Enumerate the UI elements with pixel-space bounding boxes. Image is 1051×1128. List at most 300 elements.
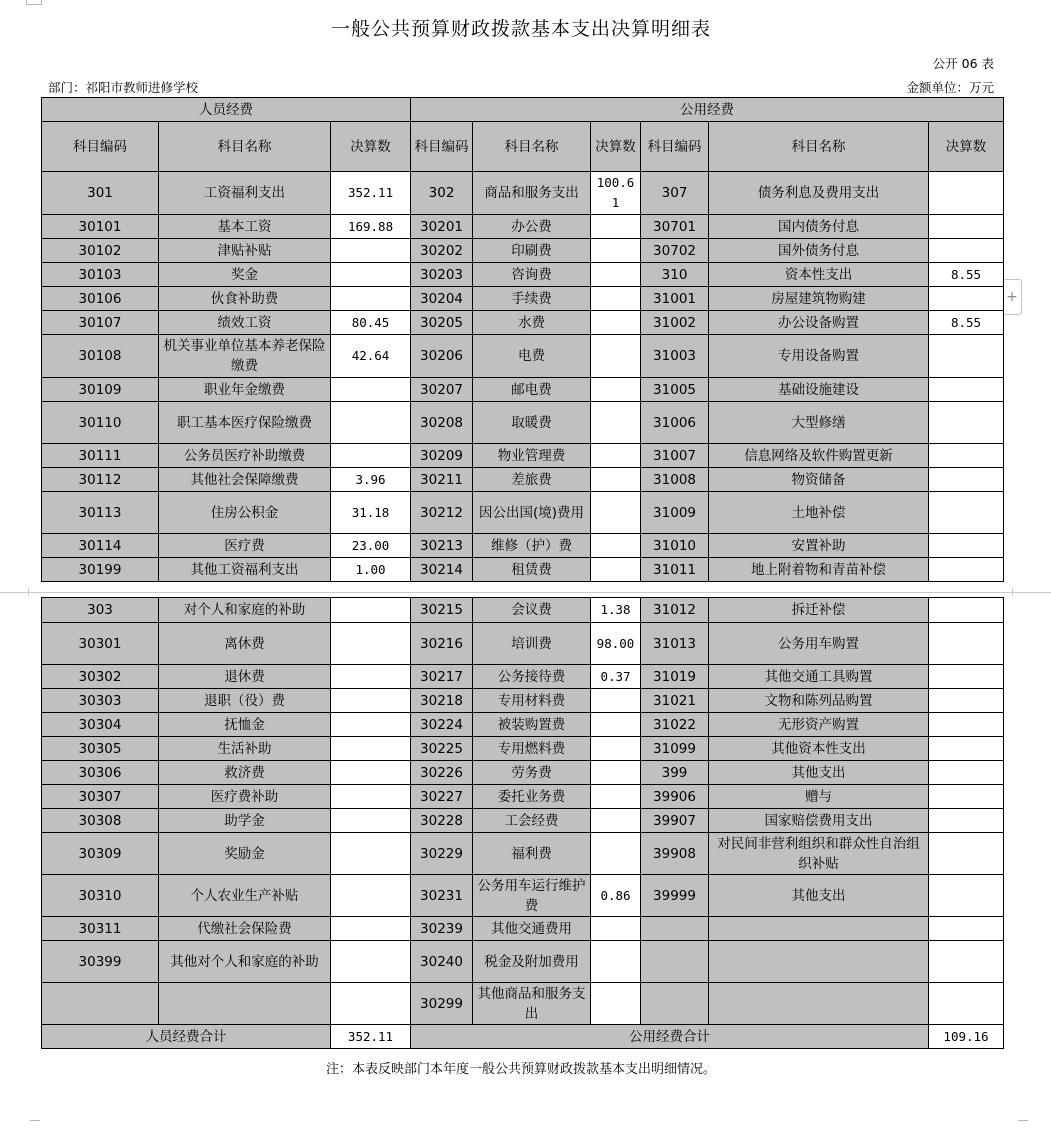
- personnel-total-label: 人员经费合计: [42, 1025, 331, 1049]
- cell-name: 印刷费: [473, 239, 591, 263]
- cell-code: 31010: [641, 534, 709, 558]
- cell-amount: [929, 917, 1004, 941]
- cell-amount: 0.37: [591, 665, 641, 689]
- cell-name: 电费: [473, 335, 591, 378]
- cell-name: 办公费: [473, 215, 591, 239]
- cell-amount: 80.45: [331, 311, 411, 335]
- cell-name: 赠与: [709, 785, 929, 809]
- cell-code: [641, 917, 709, 941]
- cell-amount: [331, 378, 411, 402]
- table-row: [42, 809, 1004, 833]
- cell-amount: [331, 623, 411, 665]
- cell-amount: [929, 761, 1004, 785]
- section-header-personnel: 人员经费: [42, 98, 411, 122]
- cell-name: 对民间非营利组织和群众性自治组织补贴: [709, 833, 929, 875]
- cell-code: 30201: [411, 215, 473, 239]
- cell-name: 伙食补助费: [159, 287, 331, 311]
- cell-amount: 1.38: [591, 598, 641, 623]
- cell-amount: [929, 402, 1004, 444]
- cell-amount: 352.11: [331, 172, 411, 215]
- table-row: [42, 983, 1004, 1025]
- cell-code: 30226: [411, 761, 473, 785]
- unit-label: 金额单位：万元: [906, 80, 994, 95]
- cell-amount: [591, 468, 641, 492]
- cell-code: 31022: [641, 713, 709, 737]
- cell-code: 30108: [42, 335, 159, 378]
- cell-name: 其他交通工具购置: [709, 665, 929, 689]
- cell-name: 津贴补贴: [159, 239, 331, 263]
- cell-amount: [591, 239, 641, 263]
- table-row: [42, 737, 1004, 761]
- table-row: [42, 713, 1004, 737]
- column-header-code: 科目编码: [641, 122, 709, 172]
- cell-amount: [331, 287, 411, 311]
- cell-code: 31021: [641, 689, 709, 713]
- cell-name: 其他社会保障缴费: [159, 468, 331, 492]
- cell-amount: [929, 665, 1004, 689]
- cell-name: 商品和服务支出: [473, 172, 591, 215]
- cell-code: 31006: [641, 402, 709, 444]
- cell-code: 30113: [42, 492, 159, 534]
- cell-amount: [591, 809, 641, 833]
- cell-code: 30303: [42, 689, 159, 713]
- cell-amount: [591, 311, 641, 335]
- cell-code: 30227: [411, 785, 473, 809]
- cell-code: [42, 983, 159, 1025]
- cell-name: 奖金: [159, 263, 331, 287]
- cell-code: 30110: [42, 402, 159, 444]
- cell-name: 安置补助: [709, 534, 929, 558]
- cell-code: 30302: [42, 665, 159, 689]
- cell-amount: [591, 378, 641, 402]
- cell-code: 301: [42, 172, 159, 215]
- cell-name: 债务利息及费用支出: [709, 172, 929, 215]
- cell-amount: [591, 492, 641, 534]
- cell-amount: [331, 239, 411, 263]
- cell-amount: [591, 737, 641, 761]
- public-total-value: 109.16: [929, 1025, 1004, 1049]
- column-header-name: 科目名称: [709, 122, 929, 172]
- cell-name: 差旅费: [473, 468, 591, 492]
- cell-name: 机关事业单位基本养老保险缴费: [159, 335, 331, 378]
- cell-code: 30299: [411, 983, 473, 1025]
- cell-name: 退职（役）费: [159, 689, 331, 713]
- cell-code: 30215: [411, 598, 473, 623]
- table-row: [42, 335, 1004, 378]
- cell-code: 30310: [42, 875, 159, 917]
- cell-amount: [591, 444, 641, 468]
- cell-code: 30102: [42, 239, 159, 263]
- cell-name: 资本性支出: [709, 263, 929, 287]
- cell-amount: [929, 468, 1004, 492]
- cell-name: 拆迁补偿: [709, 598, 929, 623]
- column-header-amount: 决算数: [929, 122, 1004, 172]
- cell-amount: [929, 598, 1004, 623]
- cell-name: 其他商品和服务支出: [473, 983, 591, 1025]
- cell-amount: [929, 534, 1004, 558]
- cell-name: 国外债务付息: [709, 239, 929, 263]
- cell-amount: [331, 785, 411, 809]
- cell-name: 公务员医疗补助缴费: [159, 444, 331, 468]
- cell-amount: [331, 833, 411, 875]
- cell-name: 公务用车运行维护费: [473, 875, 591, 917]
- cell-name: 被装购置费: [473, 713, 591, 737]
- cell-code: 31002: [641, 311, 709, 335]
- table-row: [42, 287, 1004, 311]
- cell-name: 培训费: [473, 623, 591, 665]
- cell-code: 31099: [641, 737, 709, 761]
- table-row: [42, 785, 1004, 809]
- footnote: 注：本表反映部门本年度一般公共预算财政拨款基本支出明细情况。: [325, 1062, 716, 1077]
- cell-name: 医疗费补助: [159, 785, 331, 809]
- cell-code: 39907: [641, 809, 709, 833]
- cell-amount: [591, 335, 641, 378]
- cell-amount: 100.61: [591, 172, 641, 215]
- cell-name: [709, 941, 929, 983]
- cell-name: 物资储备: [709, 468, 929, 492]
- cell-code: 39906: [641, 785, 709, 809]
- table-row: [42, 239, 1004, 263]
- cell-name: 其他对个人和家庭的补助: [159, 941, 331, 983]
- cell-code: 30203: [411, 263, 473, 287]
- cell-code: 302: [411, 172, 473, 215]
- cell-code: [641, 941, 709, 983]
- cell-amount: [591, 917, 641, 941]
- cell-code: 31007: [641, 444, 709, 468]
- cell-amount: [591, 761, 641, 785]
- cell-name: 工会经费: [473, 809, 591, 833]
- cell-amount: [929, 215, 1004, 239]
- cell-code: 30228: [411, 809, 473, 833]
- column-header-amount: 决算数: [591, 122, 641, 172]
- page-break: [0, 588, 1051, 597]
- cell-amount: [591, 287, 641, 311]
- table-row: [42, 833, 1004, 875]
- cell-name: 税金及附加费用: [473, 941, 591, 983]
- corner-mark: [26, 0, 42, 5]
- cell-name: 文物和陈列品购置: [709, 689, 929, 713]
- cell-code: 30307: [42, 785, 159, 809]
- cell-name: 个人农业生产补贴: [159, 875, 331, 917]
- cell-name: 会议费: [473, 598, 591, 623]
- page-title: 一般公共预算财政拨款基本支出决算明细表: [330, 18, 711, 40]
- cell-amount: 8.55: [929, 263, 1004, 287]
- cell-name: 国家赔偿费用支出: [709, 809, 929, 833]
- cell-amount: [591, 558, 641, 582]
- cell-code: 30304: [42, 713, 159, 737]
- cell-name: 基本工资: [159, 215, 331, 239]
- cell-name: 因公出国(境)费用: [473, 492, 591, 534]
- cell-amount: [331, 983, 411, 1025]
- cell-name: 维修（护）费: [473, 534, 591, 558]
- cell-code: 30399: [42, 941, 159, 983]
- cell-name: 其他交通费用: [473, 917, 591, 941]
- cell-amount: [331, 665, 411, 689]
- cell-amount: [331, 737, 411, 761]
- cell-amount: [591, 689, 641, 713]
- table-row: [42, 468, 1004, 492]
- cell-amount: 98.00: [591, 623, 641, 665]
- cell-amount: [929, 983, 1004, 1025]
- cell-code: 31008: [641, 468, 709, 492]
- cell-name: 其他资本性支出: [709, 737, 929, 761]
- cell-code: 30225: [411, 737, 473, 761]
- cell-amount: [591, 402, 641, 444]
- cell-amount: 169.88: [331, 215, 411, 239]
- cell-amount: 8.55: [929, 311, 1004, 335]
- cell-name: 职工基本医疗保险缴费: [159, 402, 331, 444]
- cell-name: 水费: [473, 311, 591, 335]
- cell-code: 39999: [641, 875, 709, 917]
- cell-amount: [929, 287, 1004, 311]
- cell-name: 绩效工资: [159, 311, 331, 335]
- cell-amount: [331, 713, 411, 737]
- cell-amount: [591, 833, 641, 875]
- cell-amount: 1.00: [331, 558, 411, 582]
- corner-mark: [30, 1120, 40, 1122]
- cell-code: 30702: [641, 239, 709, 263]
- cell-code: 30229: [411, 833, 473, 875]
- table-row: [42, 534, 1004, 558]
- cell-name: 对个人和家庭的补助: [159, 598, 331, 623]
- cell-name: 咨询费: [473, 263, 591, 287]
- cell-amount: [929, 833, 1004, 875]
- column-header-name: 科目名称: [159, 122, 331, 172]
- section-header-public: 公用经费: [411, 98, 1004, 122]
- cell-amount: [929, 941, 1004, 983]
- column-header-name: 科目名称: [473, 122, 591, 172]
- cell-name: [159, 983, 331, 1025]
- table-row: [42, 402, 1004, 444]
- cell-amount: [331, 761, 411, 785]
- cell-amount: [331, 875, 411, 917]
- cell-name: 生活补助: [159, 737, 331, 761]
- cell-code: 30111: [42, 444, 159, 468]
- cell-name: 手续费: [473, 287, 591, 311]
- cell-name: [709, 983, 929, 1025]
- cell-code: 30305: [42, 737, 159, 761]
- cell-code: 30112: [42, 468, 159, 492]
- cell-name: 救济费: [159, 761, 331, 785]
- cell-name: [709, 917, 929, 941]
- cell-name: 职业年金缴费: [159, 378, 331, 402]
- cell-name: 取暖费: [473, 402, 591, 444]
- table-row: [42, 215, 1004, 239]
- cell-code: 31009: [641, 492, 709, 534]
- cell-code: 31005: [641, 378, 709, 402]
- cell-name: 基础设施建设: [709, 378, 929, 402]
- cell-amount: [331, 263, 411, 287]
- cell-code: [641, 983, 709, 1025]
- cell-name: 劳务费: [473, 761, 591, 785]
- cell-code: 30214: [411, 558, 473, 582]
- cell-amount: [929, 689, 1004, 713]
- cell-code: 30114: [42, 534, 159, 558]
- cell-name: 办公设备购置: [709, 311, 929, 335]
- table-row: [42, 689, 1004, 713]
- cell-amount: [929, 785, 1004, 809]
- cell-amount: [591, 983, 641, 1025]
- cell-code: 30701: [641, 215, 709, 239]
- column-header-code: 科目编码: [42, 122, 159, 172]
- cell-name: 退休费: [159, 665, 331, 689]
- cell-name: 奖励金: [159, 833, 331, 875]
- cell-code: 30311: [42, 917, 159, 941]
- cell-amount: 3.96: [331, 468, 411, 492]
- cell-amount: [929, 172, 1004, 215]
- cell-name: 大型修缮: [709, 402, 929, 444]
- cell-code: 399: [641, 761, 709, 785]
- table-row: [42, 378, 1004, 402]
- cell-name: 地上附着物和青苗补偿: [709, 558, 929, 582]
- cell-name: 医疗费: [159, 534, 331, 558]
- cell-amount: [331, 941, 411, 983]
- cell-amount: [929, 378, 1004, 402]
- cell-amount: 31.18: [331, 492, 411, 534]
- cell-code: 30239: [411, 917, 473, 941]
- cell-code: 30101: [42, 215, 159, 239]
- cell-name: 物业管理费: [473, 444, 591, 468]
- cell-amount: [929, 335, 1004, 378]
- cell-name: 工资福利支出: [159, 172, 331, 215]
- cell-name: 其他工资福利支出: [159, 558, 331, 582]
- cell-code: 30209: [411, 444, 473, 468]
- cell-code: 30306: [42, 761, 159, 785]
- cell-amount: [591, 215, 641, 239]
- cell-amount: 42.64: [331, 335, 411, 378]
- cell-amount: [331, 689, 411, 713]
- public-total-label: 公用经费合计: [411, 1025, 929, 1049]
- cell-name: 国内债务付息: [709, 215, 929, 239]
- cell-name: 代缴社会保险费: [159, 917, 331, 941]
- cell-amount: [591, 534, 641, 558]
- cell-code: 30107: [42, 311, 159, 335]
- table-row: [42, 665, 1004, 689]
- cell-name: 邮电费: [473, 378, 591, 402]
- personnel-total-value: 352.11: [331, 1025, 411, 1049]
- cell-code: 30213: [411, 534, 473, 558]
- cell-amount: [929, 492, 1004, 534]
- cell-name: 专用燃料费: [473, 737, 591, 761]
- table-row: [42, 761, 1004, 785]
- cell-code: 30218: [411, 689, 473, 713]
- table-row: [42, 444, 1004, 468]
- cell-name: 委托业务费: [473, 785, 591, 809]
- department-label: 部门：祁阳市教师进修学校: [48, 80, 199, 95]
- table-row: [42, 623, 1004, 665]
- cell-name: 其他支出: [709, 875, 929, 917]
- expenditure-table-page1: [41, 97, 1004, 582]
- cell-name: 专用设备购置: [709, 335, 929, 378]
- cell-amount: [929, 737, 1004, 761]
- cell-name: 信息网络及软件购置更新: [709, 444, 929, 468]
- cell-name: 住房公积金: [159, 492, 331, 534]
- cell-code: 30103: [42, 263, 159, 287]
- table-row: [42, 492, 1004, 534]
- table-row: [42, 941, 1004, 983]
- cell-code: 30301: [42, 623, 159, 665]
- cell-amount: [929, 875, 1004, 917]
- cell-amount: [929, 809, 1004, 833]
- cell-code: 30231: [411, 875, 473, 917]
- cell-code: 30205: [411, 311, 473, 335]
- cell-amount: [929, 623, 1004, 665]
- table-row: [42, 263, 1004, 287]
- cell-amount: [591, 263, 641, 287]
- column-header-code: 科目编码: [411, 122, 473, 172]
- cell-code: 30206: [411, 335, 473, 378]
- cell-name: 离休费: [159, 623, 331, 665]
- cell-code: 30109: [42, 378, 159, 402]
- cell-code: 310: [641, 263, 709, 287]
- cell-code: 39908: [641, 833, 709, 875]
- cell-name: 无形资产购置: [709, 713, 929, 737]
- cell-amount: [331, 598, 411, 623]
- cell-name: 助学金: [159, 809, 331, 833]
- cell-code: 303: [42, 598, 159, 623]
- cell-name: 公务用车购置: [709, 623, 929, 665]
- cell-name: 土地补偿: [709, 492, 929, 534]
- cell-amount: [331, 809, 411, 833]
- cell-amount: [591, 785, 641, 809]
- cell-code: 307: [641, 172, 709, 215]
- cell-amount: [929, 239, 1004, 263]
- table-row: [42, 598, 1004, 623]
- cell-code: 31012: [641, 598, 709, 623]
- cell-amount: [929, 558, 1004, 582]
- cell-code: 30204: [411, 287, 473, 311]
- cell-amount: 0.86: [591, 875, 641, 917]
- cell-code: 30308: [42, 809, 159, 833]
- cell-amount: [591, 713, 641, 737]
- expenditure-table-page2: [41, 597, 1004, 1049]
- cell-amount: [929, 444, 1004, 468]
- cell-amount: [591, 941, 641, 983]
- form-code: 公开 06 表: [932, 56, 994, 71]
- corner-mark: [1018, 1120, 1028, 1122]
- cell-code: 30202: [411, 239, 473, 263]
- table-row: [42, 172, 1004, 215]
- cell-code: 31001: [641, 287, 709, 311]
- cell-code: 30217: [411, 665, 473, 689]
- cell-code: 30240: [411, 941, 473, 983]
- add-plus-icon[interactable]: +: [1002, 279, 1022, 315]
- cell-amount: [331, 444, 411, 468]
- table-row: [42, 311, 1004, 335]
- cell-code: 31003: [641, 335, 709, 378]
- table-row: [42, 875, 1004, 917]
- cell-code: 30208: [411, 402, 473, 444]
- cell-code: 30199: [42, 558, 159, 582]
- column-header-amount: 决算数: [331, 122, 411, 172]
- cell-code: 30212: [411, 492, 473, 534]
- cell-name: 租赁费: [473, 558, 591, 582]
- cell-code: 30207: [411, 378, 473, 402]
- cell-name: 房屋建筑物购建: [709, 287, 929, 311]
- cell-amount: [331, 402, 411, 444]
- cell-code: 31013: [641, 623, 709, 665]
- cell-amount: [929, 713, 1004, 737]
- cell-name: 福利费: [473, 833, 591, 875]
- cell-code: 31019: [641, 665, 709, 689]
- cell-code: 30216: [411, 623, 473, 665]
- cell-amount: [331, 917, 411, 941]
- cell-name: 专用材料费: [473, 689, 591, 713]
- cell-code: 30224: [411, 713, 473, 737]
- cell-name: 公务接待费: [473, 665, 591, 689]
- cell-code: 30106: [42, 287, 159, 311]
- table-row: [42, 917, 1004, 941]
